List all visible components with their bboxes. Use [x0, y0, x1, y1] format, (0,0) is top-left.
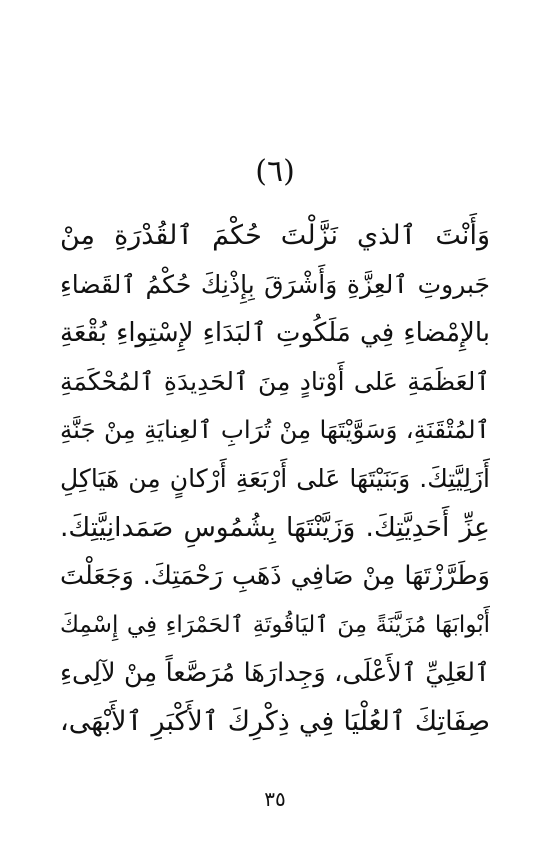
text-line: ٱلعَلِيِّ ٱلأَعْلَى، وَجِدارَهَا مُرَصَّعاً مِنْ لآلِىءِ [60, 658, 490, 689]
page-number: ٣٥ [264, 787, 286, 811]
text-line: ٱلمُتْقَنَةِ، وَسَوَّيْتَهَا مِنْ تُرَابِ ٱلعِنايَةِ مِنْ جَنَّةِ [60, 415, 490, 445]
text-line: جَبروتِ ٱلعِزَّةِ وَأَشْرَقَ بِإِذْنِكَ حُكْمُ ٱلقَضاءِ [60, 269, 490, 299]
text-line: أَبْوابَهَا مُزَيَّنَةً مِنَ ٱليَاقُوتَةِ ٱلحَمْرَاءِ فِي إِسْمِكَ [60, 611, 490, 638]
text-line: ٱلعَظَمَةِ عَلى أَوْتادٍ مِنَ ٱلحَدِيدَةِ ٱلمُحْكَمَةِ [60, 366, 490, 396]
text-line: وَطَرَّزْتَهَا مِنْ صَافِي ذَهَبِ رَحْمَتِكَ. وَجَعَلْتَ [60, 561, 490, 592]
text-line: صِفَاتِكَ ٱلعُلْيَا فِي ذِكْرِكَ ٱلأَكْبَرِ ٱلأَبْهَى، [60, 705, 490, 737]
body-text [60, 212, 490, 747]
text-line: وَأَنْتَ ٱلذي نَزَّلْتَ حُكْمَ ٱلقُدْرَةِ مِنْ [60, 220, 490, 251]
text-line: أَزَلِيَّتِكَ. وَبَنَيْتَهَا عَلى أَرْبَعَةِ أَرْكانٍ مِن هَيَاكِلِ [60, 463, 490, 493]
text-line: بالإِمْضاءِ فِي مَلَكُوتِ ٱلبَدَاءِ لإِسْتِواءِ بُقْعَةِ [60, 318, 490, 349]
text-line: عِزِّ أَحَدِيَّتِكَ. وَزَيَّنْتَهَا بِشُمُوسِ صَمَدانِيَّتِكَ. [60, 511, 490, 543]
section-number: (٦) [255, 154, 295, 189]
